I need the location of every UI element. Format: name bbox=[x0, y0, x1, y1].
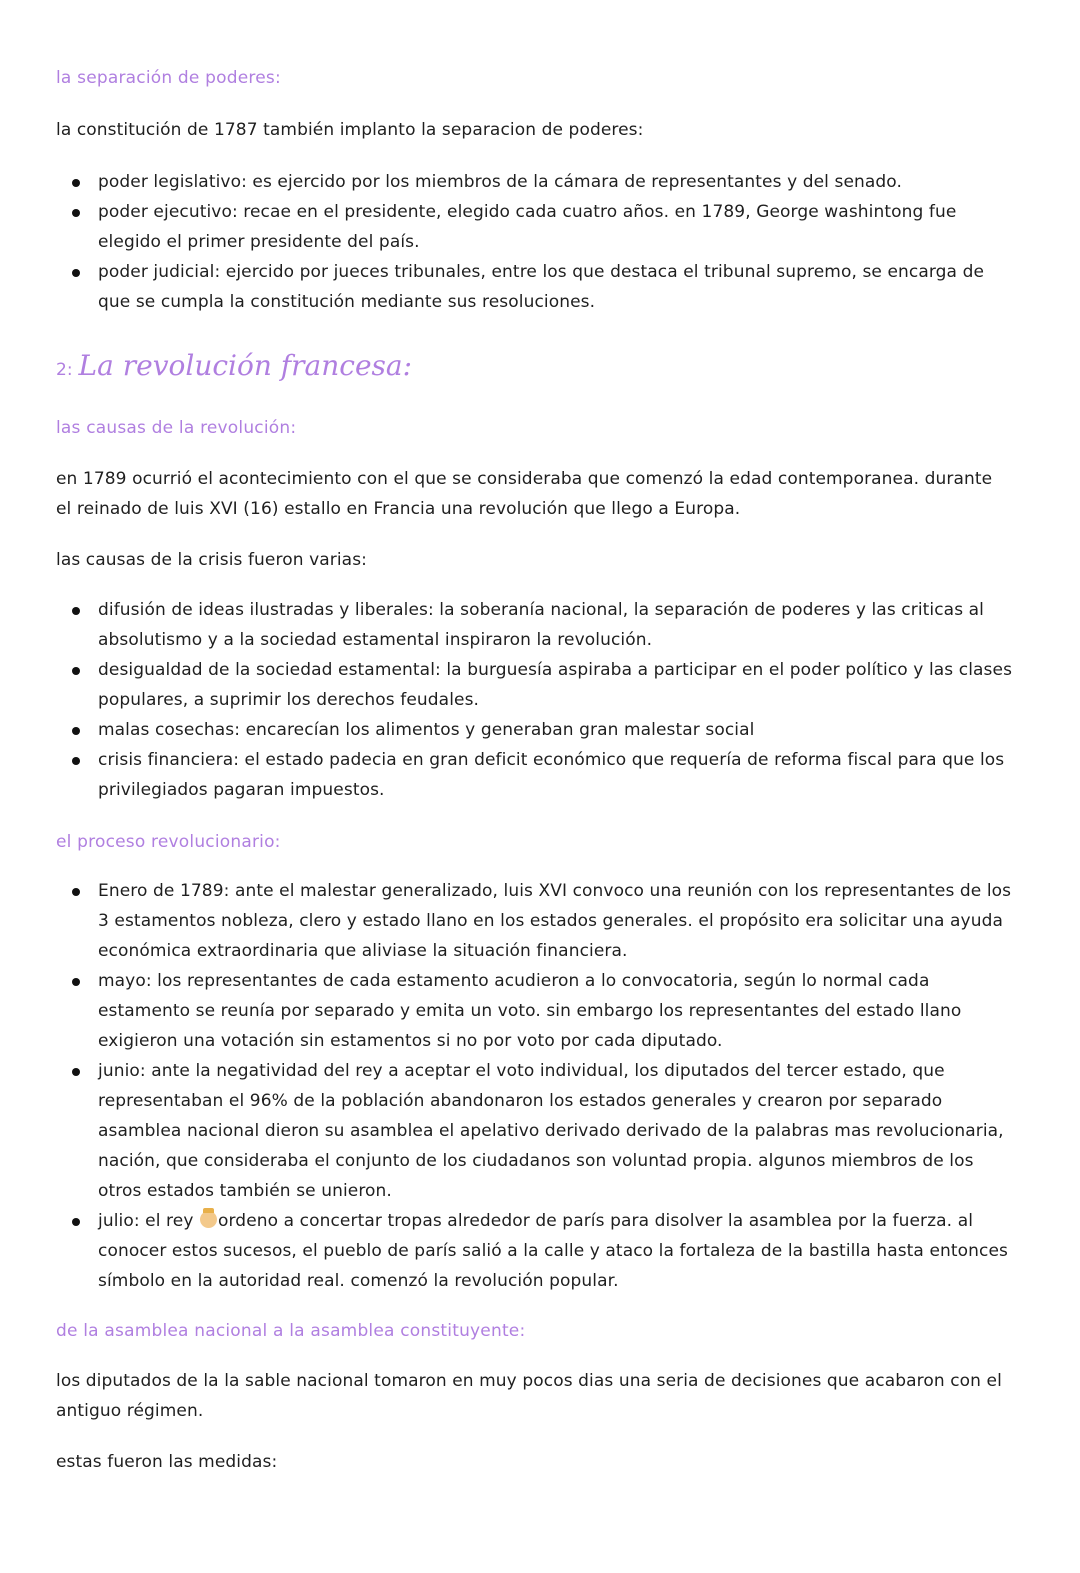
bullet-dot bbox=[72, 978, 80, 986]
asamblea-intro: los diputados de la la sable nacional tomaron en muy pocos dias una seria de decisiones que acabaron con el antiguo régimen. bbox=[56, 1371, 1002, 1421]
separacion-list bbox=[56, 167, 1016, 317]
list-item: difusión de ideas ilustradas y liberales: la soberanía nacional, la separación de poderes y las criticas al absolutismo y a la sociedad estamental inspiraron la revolución. bbox=[56, 595, 1021, 655]
causas-heading: las causas de la revolución: bbox=[56, 418, 297, 438]
list-item: julio: el rey ordeno a concertar tropas alrededor de parís para disolver la asamblea por la fuerza. al conocer estos sucesos, el pueblo de parís salió a la calle y ataco la fortaleza de la bastilla hasta entonces símbolo en la autoridad real. comenzó la revolución popular. bbox=[56, 1206, 1021, 1296]
bullet-dot bbox=[72, 757, 80, 765]
list-item: Enero de 1789: ante el malestar generalizado, luis XVI convoco una reunión con los representantes de los 3 estamentos nobleza, clero y estado llano en los estados generales. el propósito era solicitar una ayuda económica extraordinaria que aliviase la situación financiera. bbox=[56, 876, 1021, 966]
king-emoji-icon bbox=[200, 1211, 217, 1228]
asamblea-heading: de la asamblea nacional a la asamblea constituyente: bbox=[56, 1321, 526, 1341]
bullet-dot bbox=[72, 667, 80, 675]
separacion-heading: la separación de poderes: bbox=[56, 68, 281, 88]
bullet-dot bbox=[72, 269, 80, 277]
list-item: poder ejecutivo: recae en el presidente, elegido cada cuatro años. en 1789, George washintong fue elegido el primer presidente del país. bbox=[56, 197, 1016, 257]
bullet-dot bbox=[72, 1218, 80, 1226]
separacion-intro: la constitución de 1787 también implanto la separacion de poderes: bbox=[56, 120, 644, 140]
section-title bbox=[56, 346, 412, 390]
bullet-dot bbox=[72, 1068, 80, 1076]
section-title-text: La revolución francesa: bbox=[78, 349, 413, 382]
list-item: malas cosechas: encarecían los alimentos y generaban gran malestar social bbox=[56, 715, 1021, 745]
bullet-dot bbox=[72, 607, 80, 615]
causas-list bbox=[56, 595, 1021, 805]
section-number: 2: bbox=[56, 360, 73, 380]
list-item: mayo: los representantes de cada estamento acudieron a lo convocatoria, según lo normal cada estamento se reunía por separado y emita un voto. sin embargo los representantes del estado llano exigieron una votación sin estamentos si no por voto por cada diputado. bbox=[56, 966, 1021, 1056]
proceso-heading: el proceso revolucionario: bbox=[56, 832, 281, 852]
bullet-dot bbox=[72, 209, 80, 217]
list-item: junio: ante la negatividad del rey a aceptar el voto individual, los diputados del tercer estado, que representaban el 96% de la población abandonaron los estados generales y crearon por separado asamblea nacional dieron su asamblea el apelativo derivado derivado de la palabras mas revolucionaria, nación, que consideraba el conjunto de los ciudadanos son voluntad propia. algunos miembros de los otros estados también se unieron. bbox=[56, 1056, 1021, 1206]
bullet-dot bbox=[72, 179, 80, 187]
list-item: crisis financiera: el estado padecia en gran deficit económico que requería de reforma fiscal para que los privilegiados pagaran impuestos. bbox=[56, 745, 1021, 805]
causas-intro: en 1789 ocurrió el acontecimiento con el que se consideraba que comenzó la edad contemporanea. durante el reinado de luis XVI (16) estallo en Francia una revolución que llego a Europa. bbox=[56, 469, 993, 519]
bullet-dot bbox=[72, 888, 80, 896]
list-item: poder judicial: ejercido por jueces tribunales, entre los que destaca el tribunal supremo, se encarga de que se cumpla la constitución mediante sus resoluciones. bbox=[56, 257, 1016, 317]
proceso-list bbox=[56, 876, 1021, 1296]
list-item: poder legislativo: es ejercido por los miembros de la cámara de representantes y del senado. bbox=[56, 167, 1016, 197]
asamblea-lead: estas fueron las medidas: bbox=[56, 1452, 278, 1472]
bullet-dot bbox=[72, 727, 80, 735]
causas-lead: las causas de la crisis fueron varias: bbox=[56, 550, 367, 570]
list-item: desigualdad de la sociedad estamental: la burguesía aspiraba a participar en el poder político y las clases populares, a suprimir los derechos feudales. bbox=[56, 655, 1021, 715]
